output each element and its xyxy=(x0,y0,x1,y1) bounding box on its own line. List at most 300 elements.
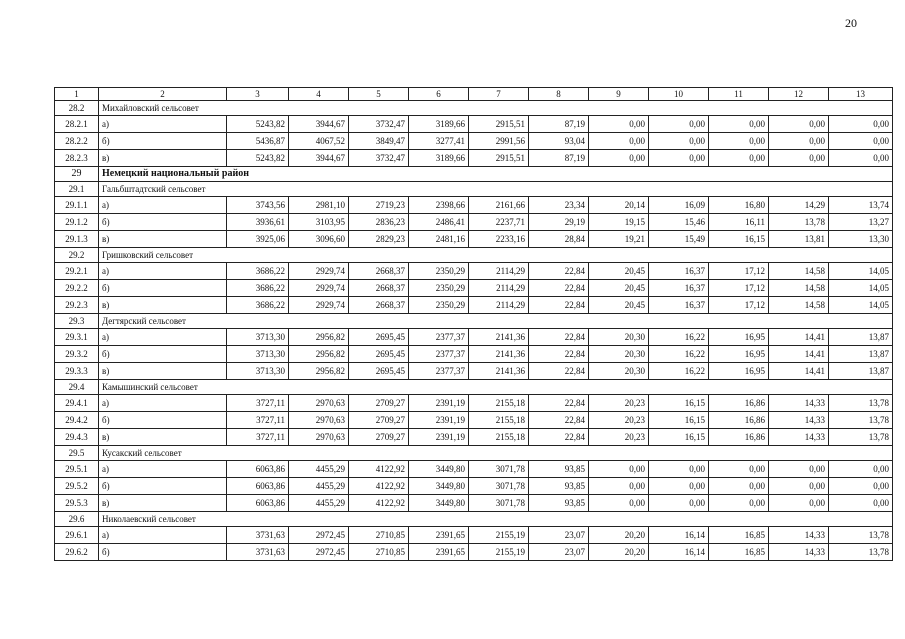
page-number: 20 xyxy=(845,16,857,30)
value-cell: 0,00 xyxy=(709,150,769,167)
value-cell: 16,22 xyxy=(649,363,709,380)
row-code: 29.3.3 xyxy=(55,363,99,380)
value-cell: 16,95 xyxy=(709,346,769,363)
value-cell: 23,34 xyxy=(529,197,589,214)
value-cell: 0,00 xyxy=(829,495,893,512)
table-row xyxy=(55,363,893,380)
value-cell: 15,49 xyxy=(649,231,709,248)
value-cell: 16,14 xyxy=(649,544,709,561)
row-code: 29.1.2 xyxy=(55,214,99,231)
value-cell: 2237,71 xyxy=(469,214,529,231)
row-variant-label: в) xyxy=(99,297,227,314)
value-cell: 14,41 xyxy=(769,346,829,363)
row-code: 29.1 xyxy=(55,182,99,197)
value-cell: 28,84 xyxy=(529,231,589,248)
value-cell: 2991,56 xyxy=(469,133,529,150)
value-cell: 20,30 xyxy=(589,329,649,346)
row-variant-label: в) xyxy=(99,495,227,512)
value-cell: 2481,16 xyxy=(409,231,469,248)
row-code: 29.1.1 xyxy=(55,197,99,214)
row-code: 29.4.1 xyxy=(55,395,99,412)
value-cell: 2141,36 xyxy=(469,329,529,346)
section-name: Кусакский сельсовет xyxy=(99,446,893,461)
value-cell: 3713,30 xyxy=(227,346,289,363)
row-variant-label: а) xyxy=(99,329,227,346)
column-header-6: 6 xyxy=(409,88,469,101)
value-cell: 16,86 xyxy=(709,395,769,412)
table-row xyxy=(55,412,893,429)
value-cell: 6063,86 xyxy=(227,478,289,495)
value-cell: 2391,19 xyxy=(409,429,469,446)
value-cell: 93,85 xyxy=(529,495,589,512)
row-code: 29.2 xyxy=(55,248,99,263)
value-cell: 14,33 xyxy=(769,527,829,544)
value-cell: 2929,74 xyxy=(289,297,349,314)
value-cell: 0,00 xyxy=(649,461,709,478)
value-cell: 3103,95 xyxy=(289,214,349,231)
row-variant-label: в) xyxy=(99,231,227,248)
value-cell: 13,78 xyxy=(829,395,893,412)
table-row xyxy=(55,231,893,248)
value-cell: 15,46 xyxy=(649,214,709,231)
value-cell: 14,33 xyxy=(769,429,829,446)
value-cell: 16,09 xyxy=(649,197,709,214)
section-name: Николаевский сельсовет xyxy=(99,512,893,527)
value-cell: 16,37 xyxy=(649,280,709,297)
value-cell: 13,27 xyxy=(829,214,893,231)
value-cell: 2155,19 xyxy=(469,544,529,561)
value-cell: 0,00 xyxy=(769,116,829,133)
value-cell: 0,00 xyxy=(769,478,829,495)
value-cell: 3944,67 xyxy=(289,116,349,133)
value-cell: 22,84 xyxy=(529,329,589,346)
value-cell: 2972,45 xyxy=(289,527,349,544)
value-cell: 3727,11 xyxy=(227,412,289,429)
row-variant-label: б) xyxy=(99,280,227,297)
value-cell: 2155,18 xyxy=(469,395,529,412)
row-variant-label: б) xyxy=(99,214,227,231)
value-cell: 2829,23 xyxy=(349,231,409,248)
section-name: Гальбштадтский сельсовет xyxy=(99,182,893,197)
value-cell: 2668,37 xyxy=(349,280,409,297)
column-header-2: 2 xyxy=(99,88,227,101)
row-code: 29.2.3 xyxy=(55,297,99,314)
value-cell: 2668,37 xyxy=(349,297,409,314)
value-cell: 3713,30 xyxy=(227,363,289,380)
section-row xyxy=(55,314,893,329)
row-code: 29.4 xyxy=(55,380,99,395)
value-cell: 14,05 xyxy=(829,263,893,280)
value-cell: 0,00 xyxy=(769,461,829,478)
column-header-1: 1 xyxy=(55,88,99,101)
value-cell: 2836,23 xyxy=(349,214,409,231)
value-cell: 2710,85 xyxy=(349,527,409,544)
value-cell: 87,19 xyxy=(529,150,589,167)
value-cell: 22,84 xyxy=(529,280,589,297)
value-cell: 13,81 xyxy=(769,231,829,248)
row-variant-label: б) xyxy=(99,412,227,429)
column-header-11: 11 xyxy=(709,88,769,101)
row-code: 28.2.3 xyxy=(55,150,99,167)
value-cell: 2695,45 xyxy=(349,363,409,380)
value-cell: 3727,11 xyxy=(227,395,289,412)
value-cell: 0,00 xyxy=(709,133,769,150)
value-cell: 14,33 xyxy=(769,395,829,412)
value-cell: 2141,36 xyxy=(469,346,529,363)
value-cell: 14,29 xyxy=(769,197,829,214)
value-cell: 13,78 xyxy=(829,412,893,429)
row-variant-label: в) xyxy=(99,363,227,380)
value-cell: 87,19 xyxy=(529,116,589,133)
value-cell: 3731,63 xyxy=(227,544,289,561)
value-cell: 16,85 xyxy=(709,527,769,544)
value-cell: 16,85 xyxy=(709,544,769,561)
table-row xyxy=(55,116,893,133)
value-cell: 0,00 xyxy=(649,150,709,167)
value-cell: 0,00 xyxy=(709,116,769,133)
value-cell: 20,20 xyxy=(589,544,649,561)
value-cell: 0,00 xyxy=(589,461,649,478)
row-code: 29.4.3 xyxy=(55,429,99,446)
value-cell: 0,00 xyxy=(829,478,893,495)
table-row xyxy=(55,461,893,478)
value-cell: 17,12 xyxy=(709,280,769,297)
column-header-12: 12 xyxy=(769,88,829,101)
value-cell: 4067,52 xyxy=(289,133,349,150)
value-cell: 3071,78 xyxy=(469,478,529,495)
value-cell: 20,30 xyxy=(589,346,649,363)
value-cell: 14,41 xyxy=(769,363,829,380)
value-cell: 2114,29 xyxy=(469,280,529,297)
value-cell: 2709,27 xyxy=(349,429,409,446)
column-header-7: 7 xyxy=(469,88,529,101)
value-cell: 2668,37 xyxy=(349,263,409,280)
value-cell: 6063,86 xyxy=(227,461,289,478)
value-cell: 0,00 xyxy=(829,461,893,478)
row-code: 29.6.1 xyxy=(55,527,99,544)
value-cell: 16,15 xyxy=(649,429,709,446)
row-code: 28.2.1 xyxy=(55,116,99,133)
value-cell: 13,87 xyxy=(829,329,893,346)
value-cell: 2114,29 xyxy=(469,297,529,314)
value-cell: 93,04 xyxy=(529,133,589,150)
table-row xyxy=(55,329,893,346)
value-cell: 2695,45 xyxy=(349,329,409,346)
value-cell: 3944,67 xyxy=(289,150,349,167)
value-cell: 3071,78 xyxy=(469,461,529,478)
value-cell: 3727,11 xyxy=(227,429,289,446)
value-cell: 0,00 xyxy=(589,116,649,133)
value-cell: 2233,16 xyxy=(469,231,529,248)
value-cell: 14,33 xyxy=(769,412,829,429)
value-cell: 13,87 xyxy=(829,346,893,363)
table-row xyxy=(55,214,893,231)
row-code: 29.6 xyxy=(55,512,99,527)
value-cell: 20,45 xyxy=(589,280,649,297)
column-header-5: 5 xyxy=(349,88,409,101)
row-code: 29.2.1 xyxy=(55,263,99,280)
section-row xyxy=(55,182,893,197)
row-variant-label: а) xyxy=(99,527,227,544)
value-cell: 2970,63 xyxy=(289,395,349,412)
value-cell: 0,00 xyxy=(649,478,709,495)
value-cell: 0,00 xyxy=(829,133,893,150)
value-cell: 0,00 xyxy=(829,116,893,133)
value-cell: 3189,66 xyxy=(409,116,469,133)
value-cell: 2719,23 xyxy=(349,197,409,214)
value-cell: 0,00 xyxy=(649,495,709,512)
value-cell: 2709,27 xyxy=(349,395,409,412)
row-variant-label: а) xyxy=(99,197,227,214)
value-cell: 16,86 xyxy=(709,412,769,429)
table-row xyxy=(55,495,893,512)
value-cell: 20,23 xyxy=(589,429,649,446)
value-cell: 20,23 xyxy=(589,395,649,412)
table-row xyxy=(55,263,893,280)
value-cell: 16,80 xyxy=(709,197,769,214)
row-variant-label: а) xyxy=(99,461,227,478)
value-cell: 13,30 xyxy=(829,231,893,248)
value-cell: 5436,87 xyxy=(227,133,289,150)
value-cell: 3071,78 xyxy=(469,495,529,512)
value-cell: 13,78 xyxy=(769,214,829,231)
row-code: 29.3 xyxy=(55,314,99,329)
value-cell: 13,78 xyxy=(829,544,893,561)
value-cell: 17,12 xyxy=(709,297,769,314)
value-cell: 2377,37 xyxy=(409,329,469,346)
value-cell: 20,14 xyxy=(589,197,649,214)
column-header-9: 9 xyxy=(589,88,649,101)
row-variant-label: а) xyxy=(99,116,227,133)
value-cell: 13,78 xyxy=(829,429,893,446)
row-variant-label: а) xyxy=(99,395,227,412)
table-row xyxy=(55,133,893,150)
value-cell: 4455,29 xyxy=(289,478,349,495)
table-row xyxy=(55,478,893,495)
section-row xyxy=(55,248,893,263)
value-cell: 14,58 xyxy=(769,280,829,297)
section-name: Михайловский сельсовет xyxy=(99,101,893,116)
value-cell: 2970,63 xyxy=(289,429,349,446)
row-code: 29.5 xyxy=(55,446,99,461)
row-code: 29.5.3 xyxy=(55,495,99,512)
value-cell: 3731,63 xyxy=(227,527,289,544)
value-cell: 2391,65 xyxy=(409,527,469,544)
row-variant-label: б) xyxy=(99,478,227,495)
value-cell: 4122,92 xyxy=(349,495,409,512)
section-row xyxy=(55,101,893,116)
value-cell: 2709,27 xyxy=(349,412,409,429)
value-cell: 22,84 xyxy=(529,395,589,412)
value-cell: 2155,18 xyxy=(469,429,529,446)
row-variant-label: б) xyxy=(99,133,227,150)
value-cell: 3732,47 xyxy=(349,116,409,133)
value-cell: 2915,51 xyxy=(469,150,529,167)
value-cell: 2398,66 xyxy=(409,197,469,214)
row-variant-label: а) xyxy=(99,263,227,280)
value-cell: 13,78 xyxy=(829,527,893,544)
value-cell: 20,23 xyxy=(589,412,649,429)
value-cell: 17,12 xyxy=(709,263,769,280)
value-cell: 0,00 xyxy=(649,133,709,150)
value-cell: 3686,22 xyxy=(227,280,289,297)
value-cell: 22,84 xyxy=(529,346,589,363)
value-cell: 3732,47 xyxy=(349,150,409,167)
value-cell: 2695,45 xyxy=(349,346,409,363)
row-code: 29.2.2 xyxy=(55,280,99,297)
table-row xyxy=(55,527,893,544)
value-cell: 2141,36 xyxy=(469,363,529,380)
value-cell: 14,58 xyxy=(769,297,829,314)
value-cell: 16,37 xyxy=(649,297,709,314)
value-cell: 4455,29 xyxy=(289,495,349,512)
row-variant-label: б) xyxy=(99,346,227,363)
value-cell: 14,33 xyxy=(769,544,829,561)
value-cell: 2391,19 xyxy=(409,395,469,412)
value-cell: 2970,63 xyxy=(289,412,349,429)
row-code: 29.3.1 xyxy=(55,329,99,346)
value-cell: 16,15 xyxy=(649,395,709,412)
value-cell: 16,15 xyxy=(649,412,709,429)
column-header-4: 4 xyxy=(289,88,349,101)
row-code: 29.6.2 xyxy=(55,544,99,561)
value-cell: 14,05 xyxy=(829,280,893,297)
section-name: Дегтярский сельсовет xyxy=(99,314,893,329)
value-cell: 14,05 xyxy=(829,297,893,314)
row-code: 29.5.1 xyxy=(55,461,99,478)
district-row xyxy=(55,167,893,182)
value-cell: 3189,66 xyxy=(409,150,469,167)
section-row xyxy=(55,512,893,527)
value-cell: 29,19 xyxy=(529,214,589,231)
value-cell: 3743,56 xyxy=(227,197,289,214)
value-cell: 2981,10 xyxy=(289,197,349,214)
value-cell: 3713,30 xyxy=(227,329,289,346)
value-cell: 0,00 xyxy=(769,133,829,150)
value-cell: 2155,19 xyxy=(469,527,529,544)
row-code: 29.4.2 xyxy=(55,412,99,429)
value-cell: 16,15 xyxy=(709,231,769,248)
value-cell: 3449,80 xyxy=(409,478,469,495)
value-cell: 20,30 xyxy=(589,363,649,380)
value-cell: 0,00 xyxy=(589,495,649,512)
value-cell: 2956,82 xyxy=(289,363,349,380)
table-row xyxy=(55,197,893,214)
table-row xyxy=(55,150,893,167)
row-variant-label: б) xyxy=(99,544,227,561)
row-code: 28.2.2 xyxy=(55,133,99,150)
district-name: Немецкий национальный район xyxy=(99,167,893,182)
row-code: 28.2 xyxy=(55,101,99,116)
value-cell: 0,00 xyxy=(649,116,709,133)
value-cell: 16,37 xyxy=(649,263,709,280)
section-row xyxy=(55,380,893,395)
value-cell: 16,22 xyxy=(649,329,709,346)
value-cell: 13,87 xyxy=(829,363,893,380)
value-cell: 16,14 xyxy=(649,527,709,544)
value-cell: 6063,86 xyxy=(227,495,289,512)
value-cell: 2391,19 xyxy=(409,412,469,429)
column-header-row xyxy=(55,88,893,101)
value-cell: 22,84 xyxy=(529,297,589,314)
value-cell: 5243,82 xyxy=(227,150,289,167)
column-header-3: 3 xyxy=(227,88,289,101)
value-cell: 3277,41 xyxy=(409,133,469,150)
value-cell: 93,85 xyxy=(529,478,589,495)
value-cell: 2350,29 xyxy=(409,263,469,280)
value-cell: 3936,61 xyxy=(227,214,289,231)
value-cell: 0,00 xyxy=(589,150,649,167)
table-body xyxy=(55,88,893,561)
row-code: 29 xyxy=(55,167,99,182)
value-cell: 2956,82 xyxy=(289,346,349,363)
value-cell: 2377,37 xyxy=(409,346,469,363)
value-cell: 14,58 xyxy=(769,263,829,280)
value-cell: 2956,82 xyxy=(289,329,349,346)
value-cell: 2710,85 xyxy=(349,544,409,561)
value-cell: 2377,37 xyxy=(409,363,469,380)
value-cell: 3686,22 xyxy=(227,263,289,280)
value-cell: 2350,29 xyxy=(409,297,469,314)
value-cell: 0,00 xyxy=(709,478,769,495)
value-cell: 3849,47 xyxy=(349,133,409,150)
tariff-table xyxy=(54,87,893,561)
value-cell: 16,95 xyxy=(709,329,769,346)
value-cell: 16,86 xyxy=(709,429,769,446)
value-cell: 19,15 xyxy=(589,214,649,231)
value-cell: 0,00 xyxy=(709,461,769,478)
value-cell: 0,00 xyxy=(769,150,829,167)
value-cell: 2350,29 xyxy=(409,280,469,297)
value-cell: 2929,74 xyxy=(289,280,349,297)
column-header-10: 10 xyxy=(649,88,709,101)
value-cell: 3925,06 xyxy=(227,231,289,248)
value-cell: 0,00 xyxy=(829,150,893,167)
value-cell: 4122,92 xyxy=(349,461,409,478)
value-cell: 2161,66 xyxy=(469,197,529,214)
value-cell: 2114,29 xyxy=(469,263,529,280)
table-row xyxy=(55,346,893,363)
value-cell: 20,45 xyxy=(589,263,649,280)
value-cell: 23,07 xyxy=(529,527,589,544)
column-header-8: 8 xyxy=(529,88,589,101)
value-cell: 2155,18 xyxy=(469,412,529,429)
value-cell: 0,00 xyxy=(589,133,649,150)
value-cell: 4122,92 xyxy=(349,478,409,495)
row-code: 29.1.3 xyxy=(55,231,99,248)
column-header-13: 13 xyxy=(829,88,893,101)
value-cell: 19,21 xyxy=(589,231,649,248)
value-cell: 2486,41 xyxy=(409,214,469,231)
value-cell: 0,00 xyxy=(709,495,769,512)
row-variant-label: в) xyxy=(99,429,227,446)
row-code: 29.5.2 xyxy=(55,478,99,495)
value-cell: 3449,80 xyxy=(409,495,469,512)
value-cell: 93,85 xyxy=(529,461,589,478)
value-cell: 3449,80 xyxy=(409,461,469,478)
value-cell: 16,11 xyxy=(709,214,769,231)
value-cell: 2929,74 xyxy=(289,263,349,280)
value-cell: 13,74 xyxy=(829,197,893,214)
value-cell: 23,07 xyxy=(529,544,589,561)
table-row xyxy=(55,544,893,561)
value-cell: 2391,65 xyxy=(409,544,469,561)
value-cell: 5243,82 xyxy=(227,116,289,133)
row-variant-label: в) xyxy=(99,150,227,167)
section-name: Гришковский сельсовет xyxy=(99,248,893,263)
value-cell: 22,84 xyxy=(529,363,589,380)
table-row xyxy=(55,280,893,297)
